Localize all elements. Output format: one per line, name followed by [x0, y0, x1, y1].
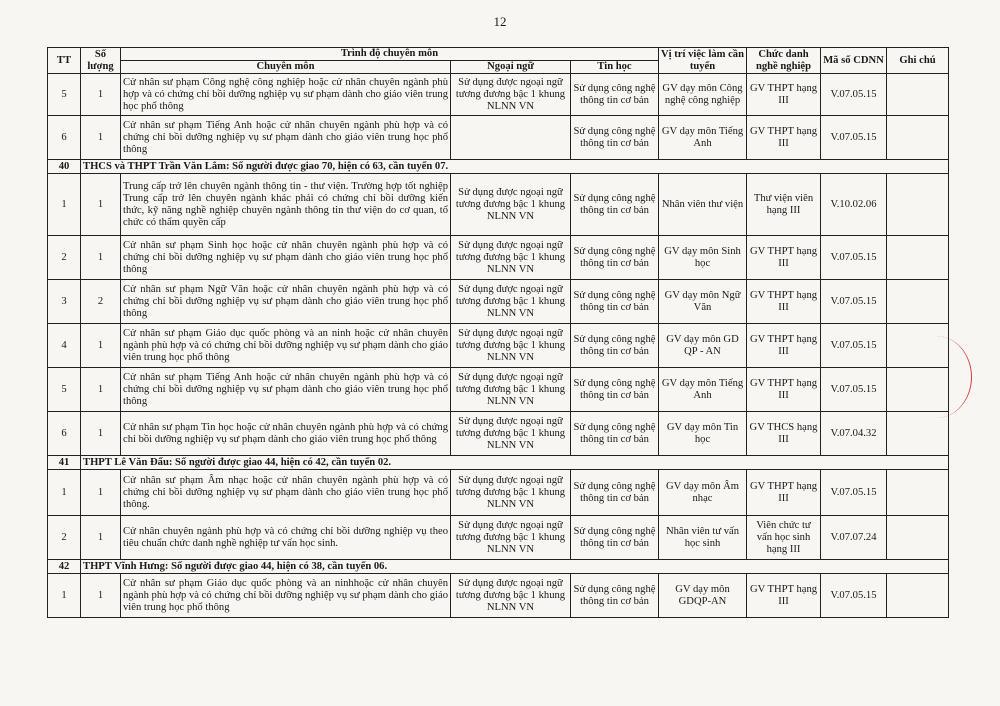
table-row	[48, 280, 949, 324]
section-number: 41	[48, 456, 81, 470]
cell-ghi-chu	[887, 470, 949, 516]
cell-tin-hoc: Sử dụng công nghệ thông tin cơ bản	[571, 324, 659, 368]
cell-so-luong: 1	[81, 74, 121, 116]
cell-ma-so: V.07.05.15	[821, 324, 887, 368]
header-tt: TT	[48, 48, 81, 74]
cell-tt: 2	[48, 516, 81, 560]
cell-tin-hoc: Sử dụng công nghệ thông tin cơ bản	[571, 516, 659, 560]
cell-ghi-chu	[887, 74, 949, 116]
cell-ma-so: V.07.05.15	[821, 74, 887, 116]
cell-chuc-danh: GV THPT hạng III	[747, 116, 821, 160]
table-row	[48, 412, 949, 456]
cell-ma-so: V.07.07.24	[821, 516, 887, 560]
table-row	[48, 470, 949, 516]
cell-tt: 6	[48, 116, 81, 160]
cell-tin-hoc: Sử dụng công nghệ thông tin cơ bản	[571, 574, 659, 618]
section-title: THPT Lê Văn Đẩu: Số người được giao 44, hiện có 42, cần tuyển 02.	[81, 456, 949, 470]
recruitment-table	[47, 47, 949, 618]
section-title: THPT Vĩnh Hưng: Số người được giao 44, hiện có 38, cần tuyển 06.	[81, 560, 949, 574]
section-row	[48, 560, 949, 574]
header-chuyen-mon: Chuyên môn	[121, 61, 451, 74]
cell-vi-tri: Nhân viên tư vấn học sinh	[659, 516, 747, 560]
cell-chuyen-mon: Cử nhân sư phạm Công nghệ công nghiệp hoặc cử nhân chuyên ngành phù hợp và có chứng chỉ bồi dưỡng nghiệp vụ sư phạm dành cho giáo viên trung học phổ thông	[121, 74, 451, 116]
cell-ghi-chu	[887, 280, 949, 324]
cell-ma-so: V.07.05.15	[821, 470, 887, 516]
cell-ma-so: V.07.04.32	[821, 412, 887, 456]
table-row	[48, 516, 949, 560]
header-ma-so: Mã số CDNN	[821, 48, 887, 74]
cell-vi-tri: Nhân viên thư viện	[659, 174, 747, 236]
header-vi-tri: Vị trí việc làm cần tuyển	[659, 48, 747, 74]
cell-chuyen-mon: Cử nhân sư phạm Tiếng Anh hoặc cử nhân chuyên ngành phù hợp và có chứng chỉ bồi dưỡng nghiệp vụ sư phạm dành cho giáo viên trung học phổ thông	[121, 116, 451, 160]
cell-vi-tri: GV dạy môn Công nghệ công nghiệp	[659, 74, 747, 116]
cell-chuc-danh: GV THPT hạng III	[747, 280, 821, 324]
cell-so-luong: 1	[81, 116, 121, 160]
cell-ma-so: V.10.02.06	[821, 174, 887, 236]
cell-chuyen-mon: Cử nhân sư phạm Ngữ Văn hoặc cử nhân chuyên ngành phù hợp và có chứng chỉ bồi dưỡng nghiệp vụ sư phạm dành cho giáo viên trung học phổ thông	[121, 280, 451, 324]
table-row	[48, 574, 949, 618]
table-row	[48, 116, 949, 160]
cell-ngoai-ngu	[451, 116, 571, 160]
cell-vi-tri: GV dạy môn Âm nhạc	[659, 470, 747, 516]
cell-tin-hoc: Sử dụng công nghệ thông tin cơ bản	[571, 74, 659, 116]
cell-ghi-chu	[887, 116, 949, 160]
table-row	[48, 368, 949, 412]
table-row	[48, 324, 949, 368]
cell-ngoai-ngu: Sử dụng được ngoại ngữ tương đương bậc 1 khung NLNN VN	[451, 574, 571, 618]
header-so-luong: Số lượng	[81, 48, 121, 74]
cell-vi-tri: GV dạy môn GD QP - AN	[659, 324, 747, 368]
cell-chuc-danh: Viên chức tư vấn học sinh hạng III	[747, 516, 821, 560]
cell-so-luong: 1	[81, 516, 121, 560]
cell-so-luong: 1	[81, 412, 121, 456]
cell-vi-tri: GV dạy môn Tiếng Anh	[659, 368, 747, 412]
cell-chuyen-mon: Cử nhân sư phạm Sinh học hoặc cử nhân chuyên ngành phù hợp và có chứng chỉ bồi dưỡng nghiệp vụ sư phạm dành cho giáo viên trung học phổ thông	[121, 236, 451, 280]
cell-chuyen-mon: Cử nhân sư phạm Giáo dục quốc phòng và an ninhhoặc cử nhân chuyên ngành phù hợp và có chứng chỉ bồi dưỡng nghiệp vụ sư phạm dành cho giáo viên trung học phổ thông	[121, 574, 451, 618]
cell-chuyen-mon: Cử nhân sư phạm Giáo dục quốc phòng và an ninh hoặc cử nhân chuyên ngành phù hợp và có chứng chỉ bồi dưỡng nghiệp vụ sư phạm dành cho giáo viên trung học phổ thông	[121, 324, 451, 368]
cell-chuyen-mon: Cử nhân sư phạm Âm nhạc hoặc cử nhân chuyên ngành phù hợp và có chứng chỉ bồi dưỡng nghiệp vụ sư phạm dành cho giáo viên trung học phổ thông.	[121, 470, 451, 516]
cell-vi-tri: GV dạy môn Sinh học	[659, 236, 747, 280]
cell-ngoai-ngu: Sử dụng được ngoại ngữ tương đương bậc 1 khung NLNN VN	[451, 516, 571, 560]
cell-vi-tri: GV dạy môn Ngữ Văn	[659, 280, 747, 324]
cell-chuyen-mon: Cử nhân sư phạm Tin học hoặc cử nhân chuyên ngành phù hợp và có chứng chỉ bồi dưỡng nghiệp vụ sư phạm dành cho giáo viên trung học phổ thông	[121, 412, 451, 456]
cell-chuc-danh: GV THPT hạng III	[747, 470, 821, 516]
cell-vi-tri: GV dạy môn GDQP-AN	[659, 574, 747, 618]
section-number: 40	[48, 160, 81, 174]
table-body	[48, 74, 949, 618]
cell-ngoai-ngu: Sử dụng được ngoại ngữ tương đương bậc 1 khung NLNN VN	[451, 280, 571, 324]
cell-chuc-danh: Thư viện viên hạng III	[747, 174, 821, 236]
cell-chuc-danh: GV THPT hạng III	[747, 574, 821, 618]
cell-ngoai-ngu: Sử dụng được ngoại ngữ tương đương bậc 1 khung NLNN VN	[451, 470, 571, 516]
recruitment-table-wrapper	[47, 47, 949, 618]
section-number: 42	[48, 560, 81, 574]
section-title: THCS và THPT Trần Văn Lắm: Số người được giao 70, hiện có 63, cần tuyển 07.	[81, 160, 949, 174]
cell-tt: 6	[48, 412, 81, 456]
cell-ghi-chu	[887, 516, 949, 560]
header-tin-hoc: Tin học	[571, 61, 659, 74]
cell-ngoai-ngu: Sử dụng được ngoại ngữ tương đương bậc 1 khung NLNN VN	[451, 74, 571, 116]
cell-ma-so: V.07.05.15	[821, 236, 887, 280]
cell-so-luong: 1	[81, 236, 121, 280]
cell-tin-hoc: Sử dụng công nghệ thông tin cơ bản	[571, 236, 659, 280]
page-number: 12	[493, 14, 507, 29]
cell-tin-hoc: Sử dụng công nghệ thông tin cơ bản	[571, 280, 659, 324]
cell-ma-so: V.07.05.15	[821, 368, 887, 412]
cell-ma-so: V.07.05.15	[821, 116, 887, 160]
cell-chuc-danh: GV THPT hạng III	[747, 74, 821, 116]
cell-ngoai-ngu: Sử dụng được ngoại ngữ tương đương bậc 1 khung NLNN VN	[451, 368, 571, 412]
cell-ngoai-ngu: Sử dụng được ngoại ngữ tương đương bậc 1 khung NLNN VN	[451, 236, 571, 280]
table-row	[48, 74, 949, 116]
cell-vi-tri: GV dạy môn Tin học	[659, 412, 747, 456]
header-chuc-danh: Chức danh nghề nghiệp	[747, 48, 821, 74]
cell-chuyen-mon: Cử nhân sư phạm Tiếng Anh hoặc cử nhân chuyên ngành phù hợp và có chứng chỉ bồi dưỡng nghiệp vụ sư phạm dành cho giáo viên trung học phổ thông	[121, 368, 451, 412]
cell-tt: 4	[48, 324, 81, 368]
cell-vi-tri: GV dạy môn Tiếng Anh	[659, 116, 747, 160]
cell-chuyen-mon: Cử nhân chuyên ngành phù hợp và có chứng chỉ bồi dưỡng nghiệp vụ theo tiêu chuẩn chức danh nghề nghiệp tư vấn học sinh.	[121, 516, 451, 560]
cell-tin-hoc: Sử dụng công nghệ thông tin cơ bản	[571, 470, 659, 516]
header-ghi-chu: Ghi chú	[887, 48, 949, 74]
cell-ma-so: V.07.05.15	[821, 280, 887, 324]
section-row	[48, 160, 949, 174]
red-stamp-arc	[901, 336, 972, 418]
cell-tt: 2	[48, 236, 81, 280]
table-row	[48, 236, 949, 280]
cell-ngoai-ngu: Sử dụng được ngoại ngữ tương đương bậc 1 khung NLNN VN	[451, 174, 571, 236]
cell-chuc-danh: GV THCS hạng III	[747, 412, 821, 456]
cell-ma-so: V.07.05.15	[821, 574, 887, 618]
cell-chuc-danh: GV THPT hạng III	[747, 368, 821, 412]
cell-tin-hoc: Sử dụng công nghệ thông tin cơ bản	[571, 368, 659, 412]
cell-ngoai-ngu: Sử dụng được ngoại ngữ tương đương bậc 1 khung NLNN VN	[451, 412, 571, 456]
section-row	[48, 456, 949, 470]
cell-so-luong: 1	[81, 174, 121, 236]
cell-so-luong: 2	[81, 280, 121, 324]
table-row	[48, 174, 949, 236]
cell-tin-hoc: Sử dụng công nghệ thông tin cơ bản	[571, 412, 659, 456]
cell-tt: 5	[48, 368, 81, 412]
cell-tt: 3	[48, 280, 81, 324]
cell-tt: 1	[48, 574, 81, 618]
cell-ghi-chu	[887, 412, 949, 456]
header-ngoai-ngu: Ngoại ngữ	[451, 61, 571, 74]
cell-tt: 1	[48, 174, 81, 236]
cell-chuc-danh: GV THPT hạng III	[747, 236, 821, 280]
cell-ngoai-ngu: Sử dụng được ngoại ngữ tương đương bậc 1 khung NLNN VN	[451, 324, 571, 368]
cell-chuc-danh: GV THPT hạng III	[747, 324, 821, 368]
cell-so-luong: 1	[81, 368, 121, 412]
cell-ghi-chu	[887, 574, 949, 618]
cell-tin-hoc: Sử dụng công nghệ thông tin cơ bản	[571, 174, 659, 236]
cell-tin-hoc: Sử dụng công nghệ thông tin cơ bản	[571, 116, 659, 160]
cell-ghi-chu	[887, 236, 949, 280]
cell-ghi-chu	[887, 174, 949, 236]
cell-tt: 5	[48, 74, 81, 116]
cell-so-luong: 1	[81, 574, 121, 618]
cell-so-luong: 1	[81, 324, 121, 368]
header-trinh-do: Trình độ chuyên môn	[121, 48, 659, 61]
cell-chuyen-mon: Trung cấp trở lên chuyên ngành thông tin - thư viện. Trường hợp tốt nghiệp Trung cấp trở lên chuyên ngành khác phải có chứng chỉ bồi dưỡng kiến thức, kỹ năng nghề nghiệp chuyên ngành thông tin thư viện do cơ quan, tổ chức có thẩm quyền cấp	[121, 174, 451, 236]
cell-tt: 1	[48, 470, 81, 516]
cell-so-luong: 1	[81, 470, 121, 516]
